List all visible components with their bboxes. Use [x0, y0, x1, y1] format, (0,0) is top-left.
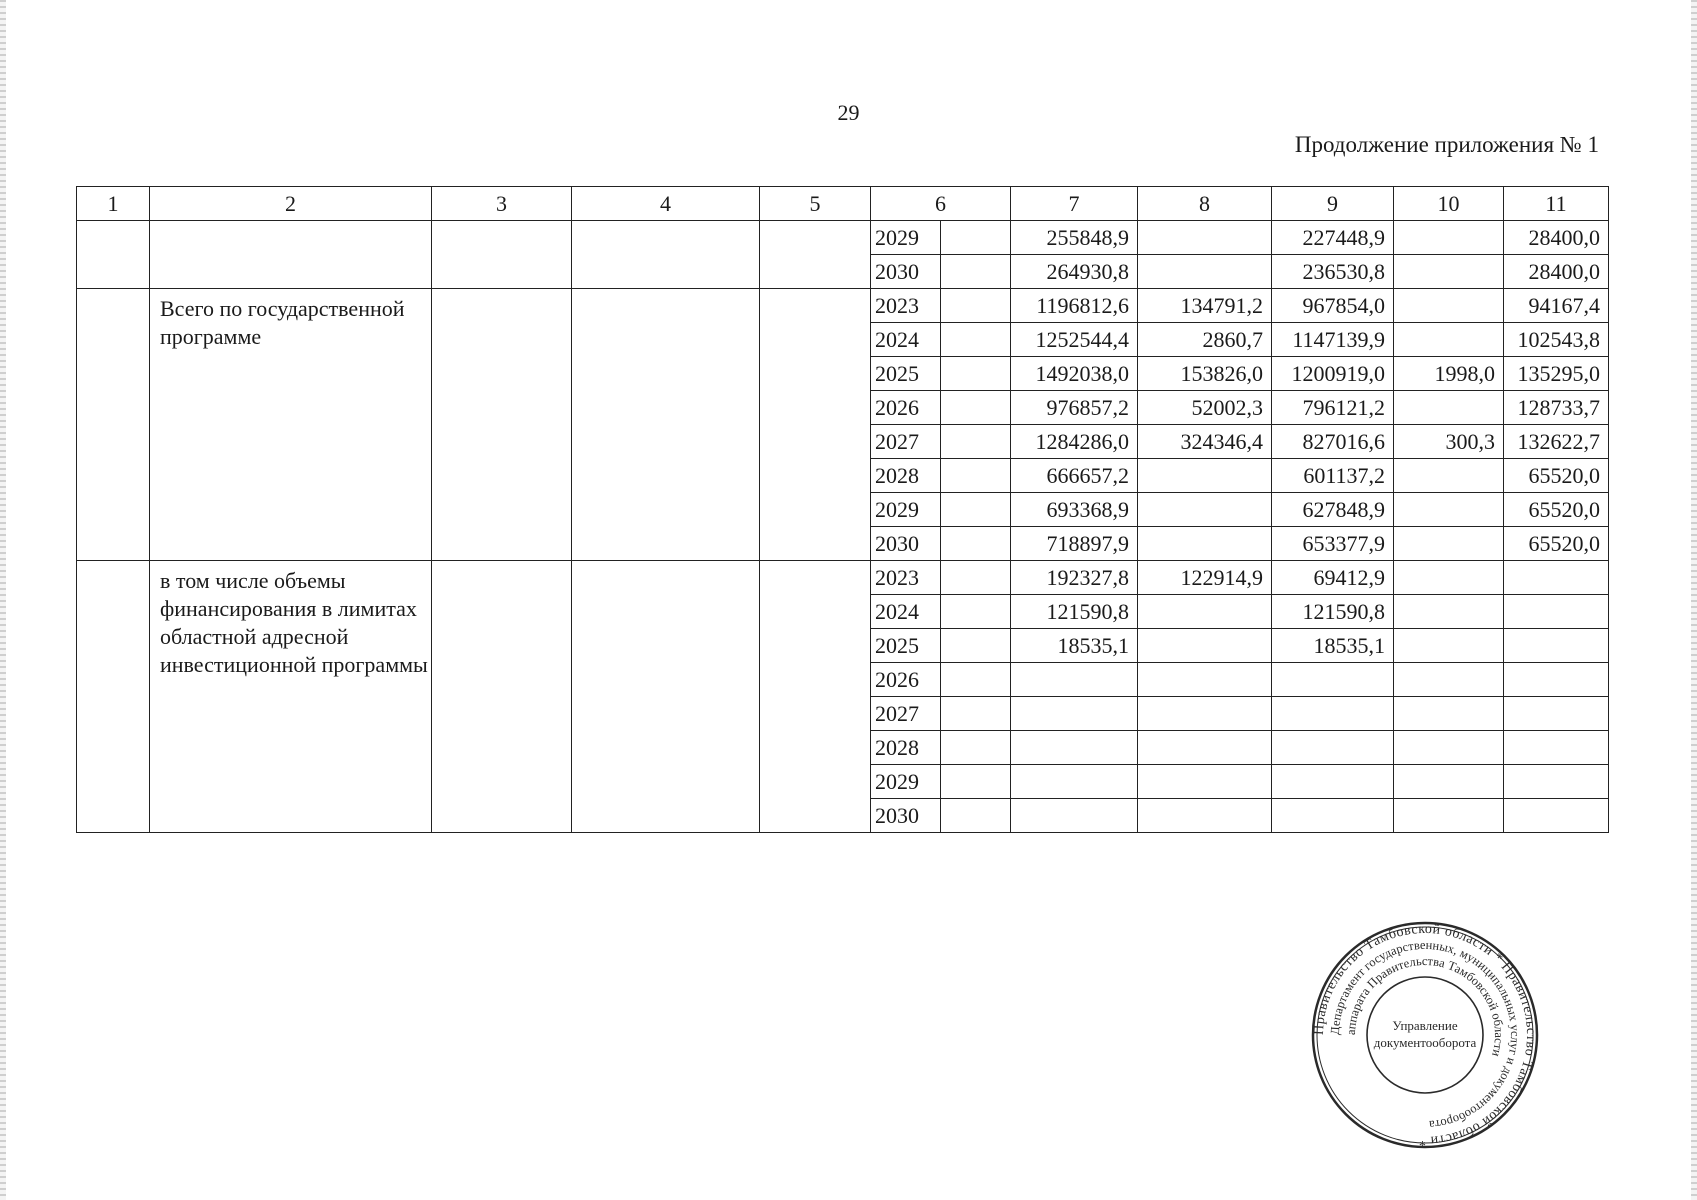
value-cell-c7 [1011, 663, 1138, 697]
column-header-2: 2 [150, 187, 432, 221]
value-cell-c8 [1138, 697, 1272, 731]
table-row [77, 289, 1609, 323]
year-cell: 2025 [871, 357, 941, 391]
value-cell-c9: 121590,8 [1272, 595, 1394, 629]
blank-subcell [941, 357, 1011, 391]
year-cell: 2029 [871, 493, 941, 527]
column-header-9: 9 [1272, 187, 1394, 221]
year-cell: 2026 [871, 663, 941, 697]
value-cell-c10 [1394, 731, 1504, 765]
cell-col4 [572, 289, 760, 561]
column-header-5: 5 [760, 187, 871, 221]
cell-col5 [760, 289, 871, 561]
value-cell-c10 [1394, 561, 1504, 595]
value-cell-c7: 264930,8 [1011, 255, 1138, 289]
value-cell-c8 [1138, 663, 1272, 697]
blank-subcell [941, 629, 1011, 663]
value-cell-c9 [1272, 799, 1394, 833]
value-cell-c9: 1147139,9 [1272, 323, 1394, 357]
value-cell-c7: 976857,2 [1011, 391, 1138, 425]
column-header-4: 4 [572, 187, 760, 221]
value-cell-c10 [1394, 595, 1504, 629]
value-cell-c8 [1138, 527, 1272, 561]
value-cell-c8 [1138, 459, 1272, 493]
value-cell-c11 [1504, 697, 1609, 731]
cell-col1 [77, 221, 150, 289]
value-cell-c10 [1394, 493, 1504, 527]
value-cell-c8 [1138, 799, 1272, 833]
value-cell-c8 [1138, 221, 1272, 255]
year-cell: 2024 [871, 595, 941, 629]
value-cell-c7 [1011, 697, 1138, 731]
value-cell-c8: 153826,0 [1138, 357, 1272, 391]
column-header-7: 7 [1011, 187, 1138, 221]
value-cell-c9 [1272, 663, 1394, 697]
column-header-3: 3 [432, 187, 572, 221]
year-cell: 2030 [871, 527, 941, 561]
value-cell-c11: 128733,7 [1504, 391, 1609, 425]
cell-col1 [77, 561, 150, 833]
year-cell: 2024 [871, 323, 941, 357]
column-header-10: 10 [1394, 187, 1504, 221]
value-cell-c10 [1394, 697, 1504, 731]
blank-subcell [941, 527, 1011, 561]
blank-subcell [941, 595, 1011, 629]
appendix-header: Продолжение приложения № 1 [1294, 132, 1599, 157]
value-cell-c9: 18535,1 [1272, 629, 1394, 663]
value-cell-c9 [1272, 731, 1394, 765]
blank-subcell [941, 459, 1011, 493]
blank-subcell [941, 697, 1011, 731]
value-cell-c10 [1394, 323, 1504, 357]
value-cell-c9: 236530,8 [1272, 255, 1394, 289]
column-header-8: 8 [1138, 187, 1272, 221]
blank-subcell [941, 255, 1011, 289]
value-cell-c10 [1394, 289, 1504, 323]
value-cell-c7: 718897,9 [1011, 527, 1138, 561]
value-cell-c7: 1492038,0 [1011, 357, 1138, 391]
value-cell-c10 [1394, 221, 1504, 255]
value-cell-c7: 693368,9 [1011, 493, 1138, 527]
value-cell-c10: 300,3 [1394, 425, 1504, 459]
value-cell-c11: 94167,4 [1504, 289, 1609, 323]
scan-edge-left [0, 0, 6, 1200]
blank-subcell [941, 391, 1011, 425]
value-cell-c11: 65520,0 [1504, 459, 1609, 493]
value-cell-c11: 28400,0 [1504, 221, 1609, 255]
page-number: 29 [837, 100, 860, 125]
stamp-middle-text: Департамент государственных, муниципальных услуг и документооборота [1327, 937, 1523, 1132]
document-stamp [1310, 920, 1540, 1150]
value-cell-c8 [1138, 629, 1272, 663]
blank-subcell [941, 663, 1011, 697]
value-cell-c7: 666657,2 [1011, 459, 1138, 493]
blank-subcell [941, 731, 1011, 765]
table-row [77, 561, 1609, 595]
year-cell: 2029 [871, 765, 941, 799]
value-cell-c11 [1504, 731, 1609, 765]
value-cell-c9: 601137,2 [1272, 459, 1394, 493]
value-cell-c11 [1504, 561, 1609, 595]
value-cell-c7: 192327,8 [1011, 561, 1138, 595]
value-cell-c9 [1272, 697, 1394, 731]
value-cell-c7 [1011, 765, 1138, 799]
value-cell-c8: 122914,9 [1138, 561, 1272, 595]
row-description [150, 221, 432, 289]
value-cell-c9: 227448,9 [1272, 221, 1394, 255]
value-cell-c7: 1252544,4 [1011, 323, 1138, 357]
year-cell: 2028 [871, 459, 941, 493]
value-cell-c11 [1504, 629, 1609, 663]
value-cell-c10 [1394, 527, 1504, 561]
stamp-center-line1: Управление [1392, 1018, 1458, 1033]
value-cell-c10 [1394, 255, 1504, 289]
value-cell-c11 [1504, 595, 1609, 629]
blank-subcell [941, 221, 1011, 255]
financing-table [76, 186, 1609, 833]
value-cell-c8 [1138, 493, 1272, 527]
scan-edge-right [1691, 0, 1697, 1200]
value-cell-c8 [1138, 731, 1272, 765]
cell-col3 [432, 221, 572, 289]
cell-col5 [760, 561, 871, 833]
value-cell-c10 [1394, 629, 1504, 663]
value-cell-c7: 18535,1 [1011, 629, 1138, 663]
blank-subcell [941, 561, 1011, 595]
year-cell: 2023 [871, 289, 941, 323]
table-row [77, 221, 1609, 255]
year-cell: 2030 [871, 799, 941, 833]
value-cell-c11: 102543,8 [1504, 323, 1609, 357]
value-cell-c11 [1504, 765, 1609, 799]
value-cell-c9: 627848,9 [1272, 493, 1394, 527]
stamp-outer-text: Правительство Тамбовской области * Правительство Тамбовской области * [1311, 921, 1539, 1149]
row-description: в том числе объемы финансирования в лимитах областной адресной инвестиционной программы [150, 561, 432, 833]
value-cell-c9: 827016,6 [1272, 425, 1394, 459]
value-cell-c8: 134791,2 [1138, 289, 1272, 323]
value-cell-c11: 135295,0 [1504, 357, 1609, 391]
cell-col3 [432, 561, 572, 833]
value-cell-c10: 1998,0 [1394, 357, 1504, 391]
value-cell-c7 [1011, 731, 1138, 765]
value-cell-c7: 1284286,0 [1011, 425, 1138, 459]
value-cell-c7 [1011, 799, 1138, 833]
value-cell-c10 [1394, 663, 1504, 697]
value-cell-c7: 255848,9 [1011, 221, 1138, 255]
year-cell: 2023 [871, 561, 941, 595]
cell-col4 [572, 561, 760, 833]
blank-subcell [941, 799, 1011, 833]
value-cell-c7: 1196812,6 [1011, 289, 1138, 323]
value-cell-c7: 121590,8 [1011, 595, 1138, 629]
year-cell: 2027 [871, 697, 941, 731]
header-row [77, 187, 1609, 221]
value-cell-c9: 967854,0 [1272, 289, 1394, 323]
blank-subcell [941, 289, 1011, 323]
year-cell: 2030 [871, 255, 941, 289]
cell-col1 [77, 289, 150, 561]
value-cell-c9: 69412,9 [1272, 561, 1394, 595]
cell-col3 [432, 289, 572, 561]
value-cell-c8: 2860,7 [1138, 323, 1272, 357]
value-cell-c10 [1394, 765, 1504, 799]
stamp-inner-text: аппарата Правительства Тамбовской области [1343, 953, 1507, 1059]
year-cell: 2026 [871, 391, 941, 425]
column-header-1: 1 [77, 187, 150, 221]
value-cell-c9: 1200919,0 [1272, 357, 1394, 391]
value-cell-c8: 324346,4 [1138, 425, 1272, 459]
value-cell-c10 [1394, 459, 1504, 493]
value-cell-c11: 28400,0 [1504, 255, 1609, 289]
value-cell-c10 [1394, 799, 1504, 833]
year-cell: 2027 [871, 425, 941, 459]
blank-subcell [941, 765, 1011, 799]
cell-col5 [760, 221, 871, 289]
year-cell: 2028 [871, 731, 941, 765]
value-cell-c11: 65520,0 [1504, 493, 1609, 527]
year-cell: 2025 [871, 629, 941, 663]
blank-subcell [941, 323, 1011, 357]
value-cell-c8 [1138, 595, 1272, 629]
cell-col4 [572, 221, 760, 289]
value-cell-c11 [1504, 663, 1609, 697]
value-cell-c10 [1394, 391, 1504, 425]
stamp-center-line2: документооборота [1373, 1035, 1477, 1050]
column-header-11: 11 [1504, 187, 1609, 221]
value-cell-c8: 52002,3 [1138, 391, 1272, 425]
column-header-6: 6 [871, 187, 1011, 221]
value-cell-c9: 653377,9 [1272, 527, 1394, 561]
blank-subcell [941, 493, 1011, 527]
value-cell-c8 [1138, 765, 1272, 799]
blank-subcell [941, 425, 1011, 459]
year-cell: 2029 [871, 221, 941, 255]
row-description: Всего по государственной программе [150, 289, 432, 561]
value-cell-c11: 132622,7 [1504, 425, 1609, 459]
value-cell-c11 [1504, 799, 1609, 833]
value-cell-c11: 65520,0 [1504, 527, 1609, 561]
value-cell-c8 [1138, 255, 1272, 289]
value-cell-c9: 796121,2 [1272, 391, 1394, 425]
value-cell-c9 [1272, 765, 1394, 799]
